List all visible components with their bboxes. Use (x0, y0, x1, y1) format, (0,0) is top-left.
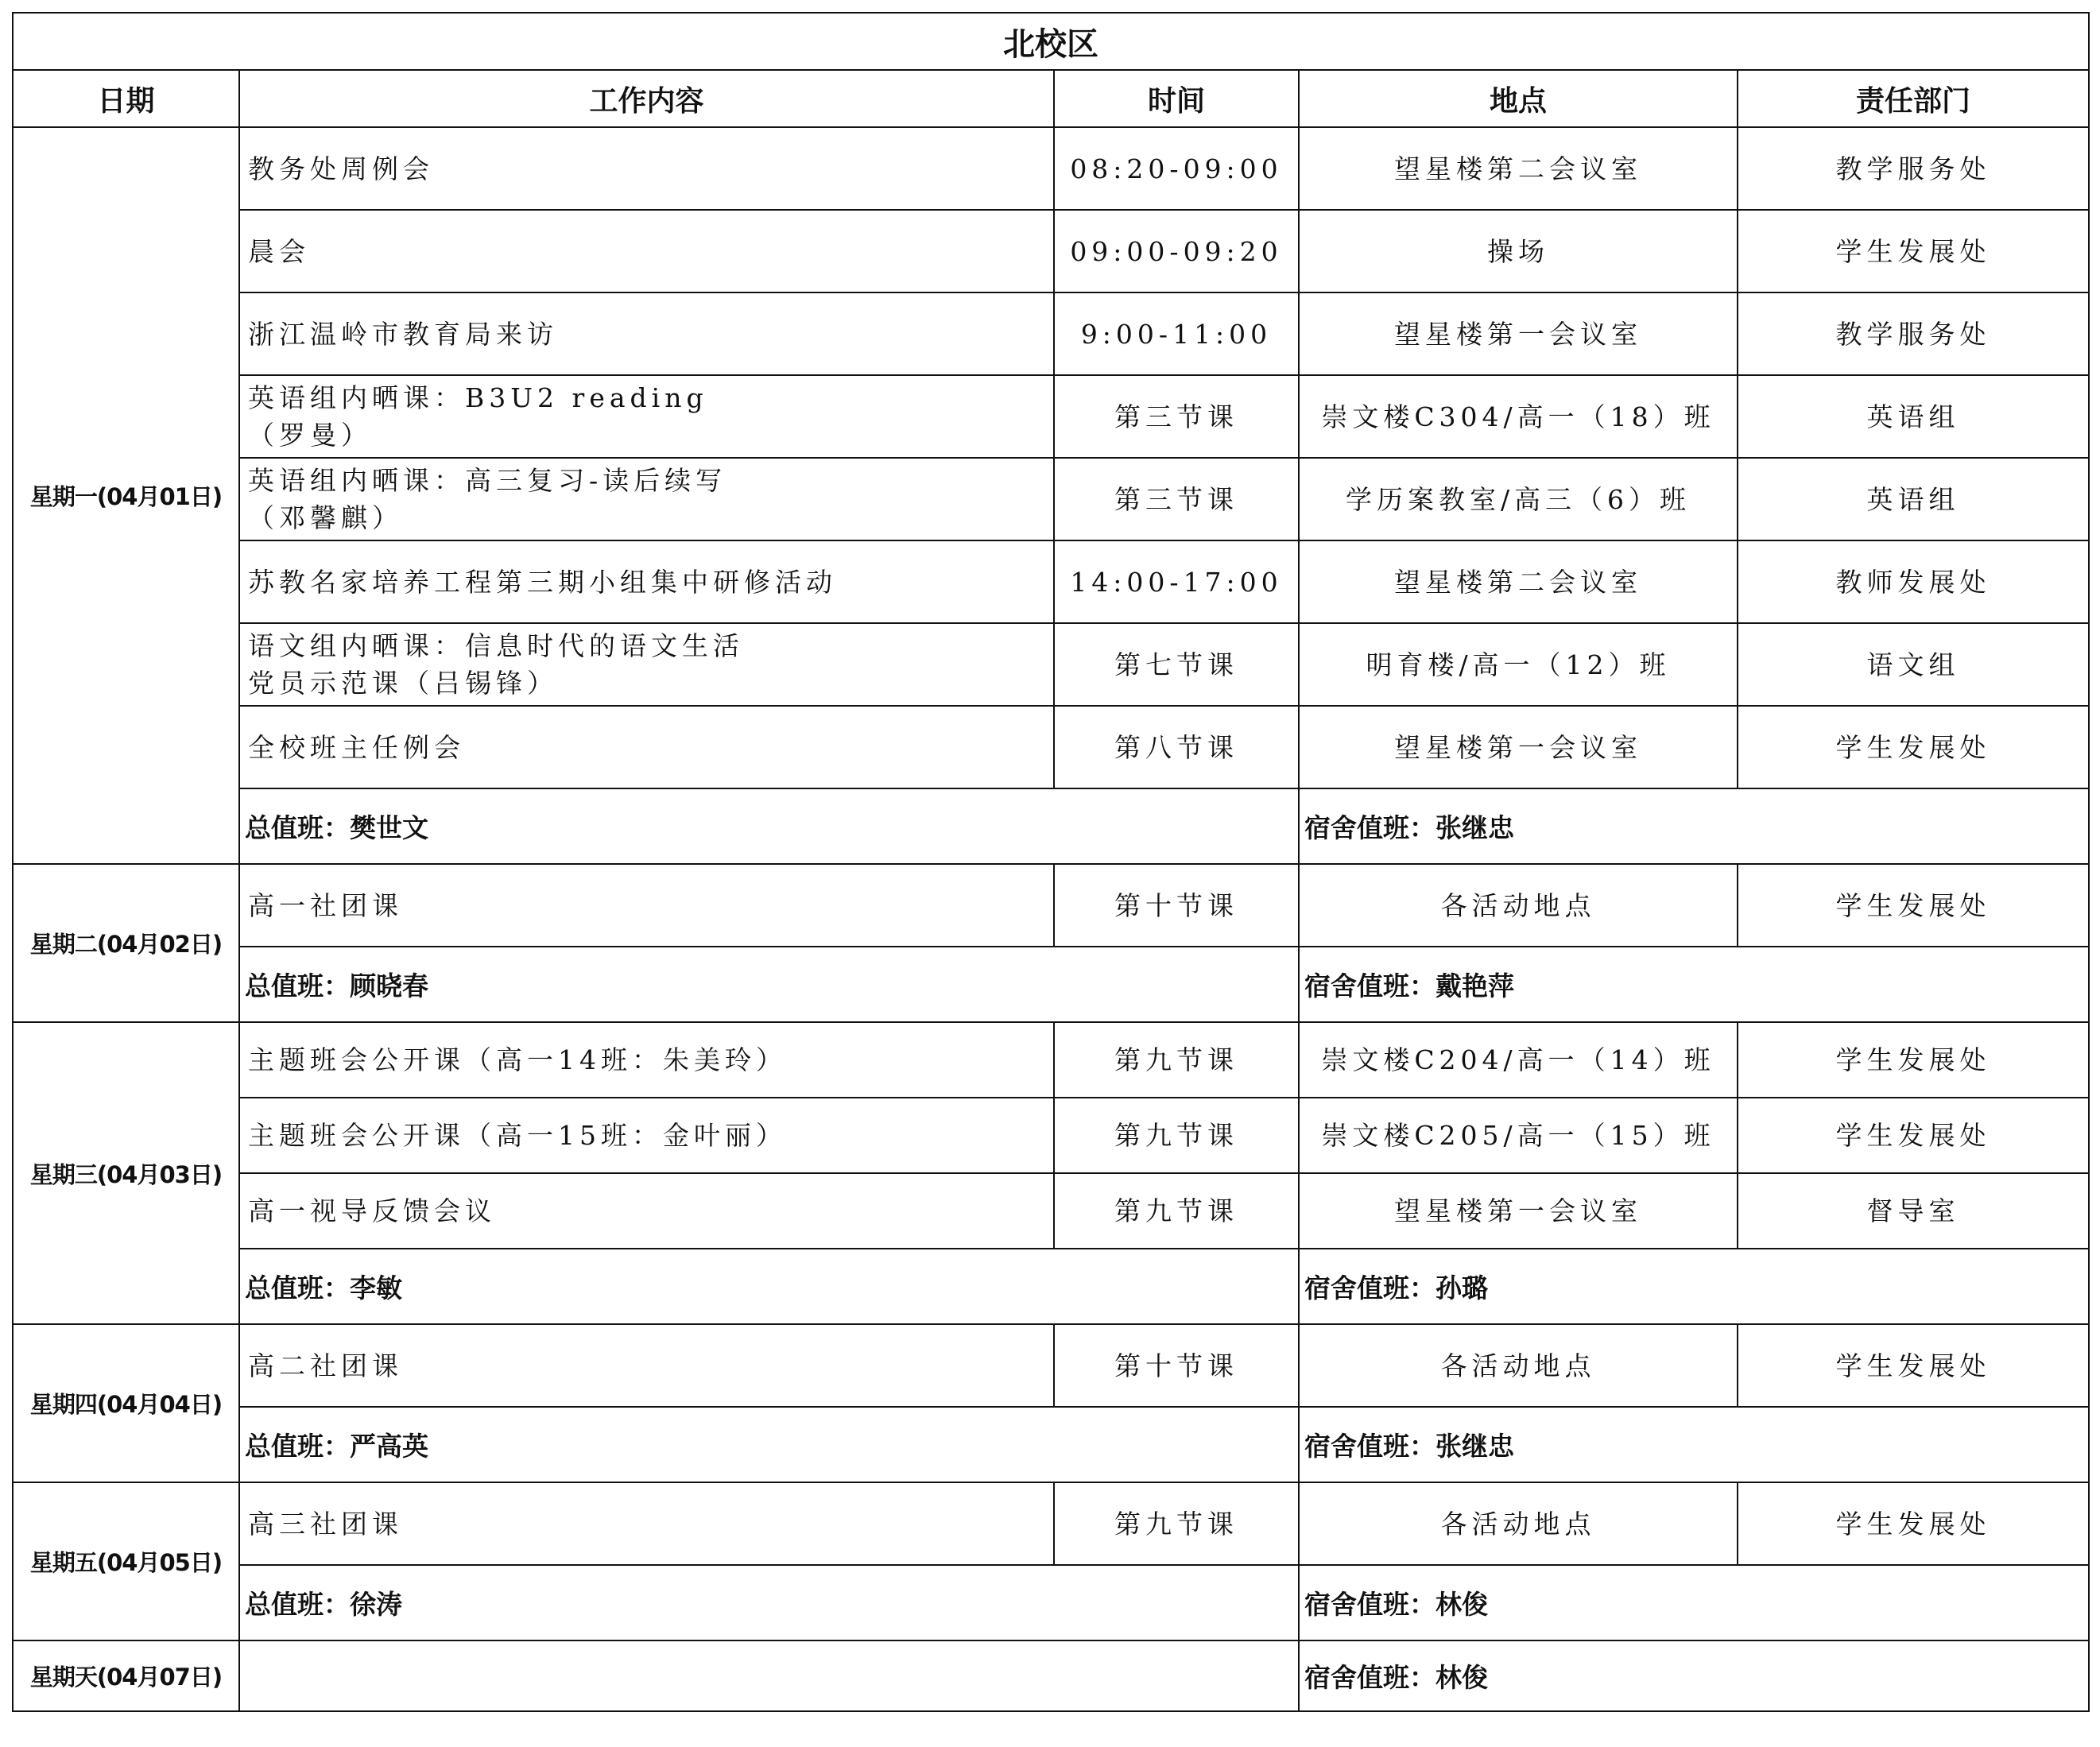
event-dept: 教师发展处 (1738, 540, 2089, 623)
header-date: 日期 (13, 70, 239, 127)
event-time: 第三节课 (1054, 375, 1299, 458)
day-date: 星期天(04月07日) (13, 1640, 239, 1711)
event-time: 第十节课 (1054, 864, 1299, 947)
event-dept: 学生发展处 (1738, 864, 2089, 947)
event-content-line: 党员示范课（吕锡锋） (248, 668, 558, 699)
event-content: 浙江温岭市教育局来访 (239, 292, 1054, 375)
duty-officer (239, 1640, 1299, 1711)
duty-officer: 总值班：徐涛 (239, 1565, 1299, 1640)
event-place: 崇文楼C205/高一（15）班 (1299, 1098, 1738, 1173)
event-content: 高一社团课 (239, 864, 1054, 947)
dorm-duty: 宿舍值班：张继忠 (1299, 788, 2089, 864)
event-dept: 语文组 (1738, 623, 2089, 706)
event-content (239, 375, 1054, 458)
dorm-duty: 宿舍值班：孙璐 (1299, 1249, 2089, 1324)
day-date: 星期一(04月01日) (13, 127, 239, 864)
event-content-line: （罗曼） (248, 420, 372, 451)
event-content-line: 英语组内晒课：高三复习-读后续写 (248, 465, 727, 496)
event-content: 主题班会公开课（高一15班：金叶丽） (239, 1098, 1054, 1173)
event-time: 第三节课 (1054, 458, 1299, 540)
day-date: 星期五(04月05日) (13, 1482, 239, 1640)
event-content: 全校班主任例会 (239, 706, 1054, 788)
event-place: 崇文楼C204/高一（14）班 (1299, 1022, 1738, 1098)
header-time: 时间 (1054, 70, 1299, 127)
event-content-line: 语文组内晒课：信息时代的语文生活 (248, 630, 744, 661)
event-dept: 学生发展处 (1738, 1098, 2089, 1173)
event-place: 望星楼第一会议室 (1299, 1173, 1738, 1249)
event-dept: 学生发展处 (1738, 1022, 2089, 1098)
event-place: 各活动地点 (1299, 1482, 1738, 1565)
event-place: 崇文楼C304/高一（18）班 (1299, 375, 1738, 458)
event-place: 学历案教室/高三（6）班 (1299, 458, 1738, 540)
event-place: 望星楼第二会议室 (1299, 127, 1738, 210)
event-time: 09:00-09:20 (1054, 210, 1299, 292)
header-content: 工作内容 (239, 70, 1054, 127)
duty-officer: 总值班：严高英 (239, 1407, 1299, 1482)
event-content: 高三社团课 (239, 1482, 1054, 1565)
day-date: 星期二(04月02日) (13, 864, 239, 1022)
event-time: 第十节课 (1054, 1324, 1299, 1407)
day-date: 星期四(04月04日) (13, 1324, 239, 1482)
event-time: 第八节课 (1054, 706, 1299, 788)
event-place: 明育楼/高一（12）班 (1299, 623, 1738, 706)
event-time: 9:00-11:00 (1054, 292, 1299, 375)
event-dept: 英语组 (1738, 375, 2089, 458)
campus-title: 北校区 (13, 13, 2089, 70)
duty-officer: 总值班：樊世文 (239, 788, 1299, 864)
dorm-duty: 宿舍值班：张继忠 (1299, 1407, 2089, 1482)
event-dept: 教学服务处 (1738, 292, 2089, 375)
schedule-sheet (12, 12, 2088, 1712)
event-place: 操场 (1299, 210, 1738, 292)
event-time: 第九节课 (1054, 1482, 1299, 1565)
event-content (239, 623, 1054, 706)
day-date: 星期三(04月03日) (13, 1022, 239, 1324)
event-content-line: （邓馨麒） (248, 502, 403, 533)
schedule-table (12, 12, 2090, 1712)
event-dept: 督导室 (1738, 1173, 2089, 1249)
dorm-duty: 宿舍值班：林俊 (1299, 1565, 2089, 1640)
event-dept: 学生发展处 (1738, 210, 2089, 292)
event-place: 各活动地点 (1299, 1324, 1738, 1407)
event-dept: 学生发展处 (1738, 1324, 2089, 1407)
event-time: 14:00-17:00 (1054, 540, 1299, 623)
duty-officer: 总值班：顾晓春 (239, 947, 1299, 1022)
event-content-line: 英语组内晒课：B3U2 reading (248, 382, 708, 413)
event-content: 高二社团课 (239, 1324, 1054, 1407)
dorm-duty: 宿舍值班：戴艳萍 (1299, 947, 2089, 1022)
event-place: 望星楼第二会议室 (1299, 540, 1738, 623)
event-time: 第九节课 (1054, 1173, 1299, 1249)
event-dept: 学生发展处 (1738, 1482, 2089, 1565)
event-content: 苏教名家培养工程第三期小组集中研修活动 (239, 540, 1054, 623)
event-place: 各活动地点 (1299, 864, 1738, 947)
header-place: 地点 (1299, 70, 1738, 127)
event-dept: 英语组 (1738, 458, 2089, 540)
dorm-duty: 宿舍值班：林俊 (1299, 1640, 2089, 1711)
event-place: 望星楼第一会议室 (1299, 292, 1738, 375)
event-place: 望星楼第一会议室 (1299, 706, 1738, 788)
event-time: 第七节课 (1054, 623, 1299, 706)
header-dept: 责任部门 (1738, 70, 2089, 127)
event-content: 晨会 (239, 210, 1054, 292)
event-time: 第九节课 (1054, 1022, 1299, 1098)
event-content: 教务处周例会 (239, 127, 1054, 210)
event-time: 08:20-09:00 (1054, 127, 1299, 210)
event-content: 高一视导反馈会议 (239, 1173, 1054, 1249)
event-content (239, 458, 1054, 540)
event-time: 第九节课 (1054, 1098, 1299, 1173)
duty-officer: 总值班：李敏 (239, 1249, 1299, 1324)
event-dept: 教学服务处 (1738, 127, 2089, 210)
event-dept: 学生发展处 (1738, 706, 2089, 788)
event-content: 主题班会公开课（高一14班：朱美玲） (239, 1022, 1054, 1098)
